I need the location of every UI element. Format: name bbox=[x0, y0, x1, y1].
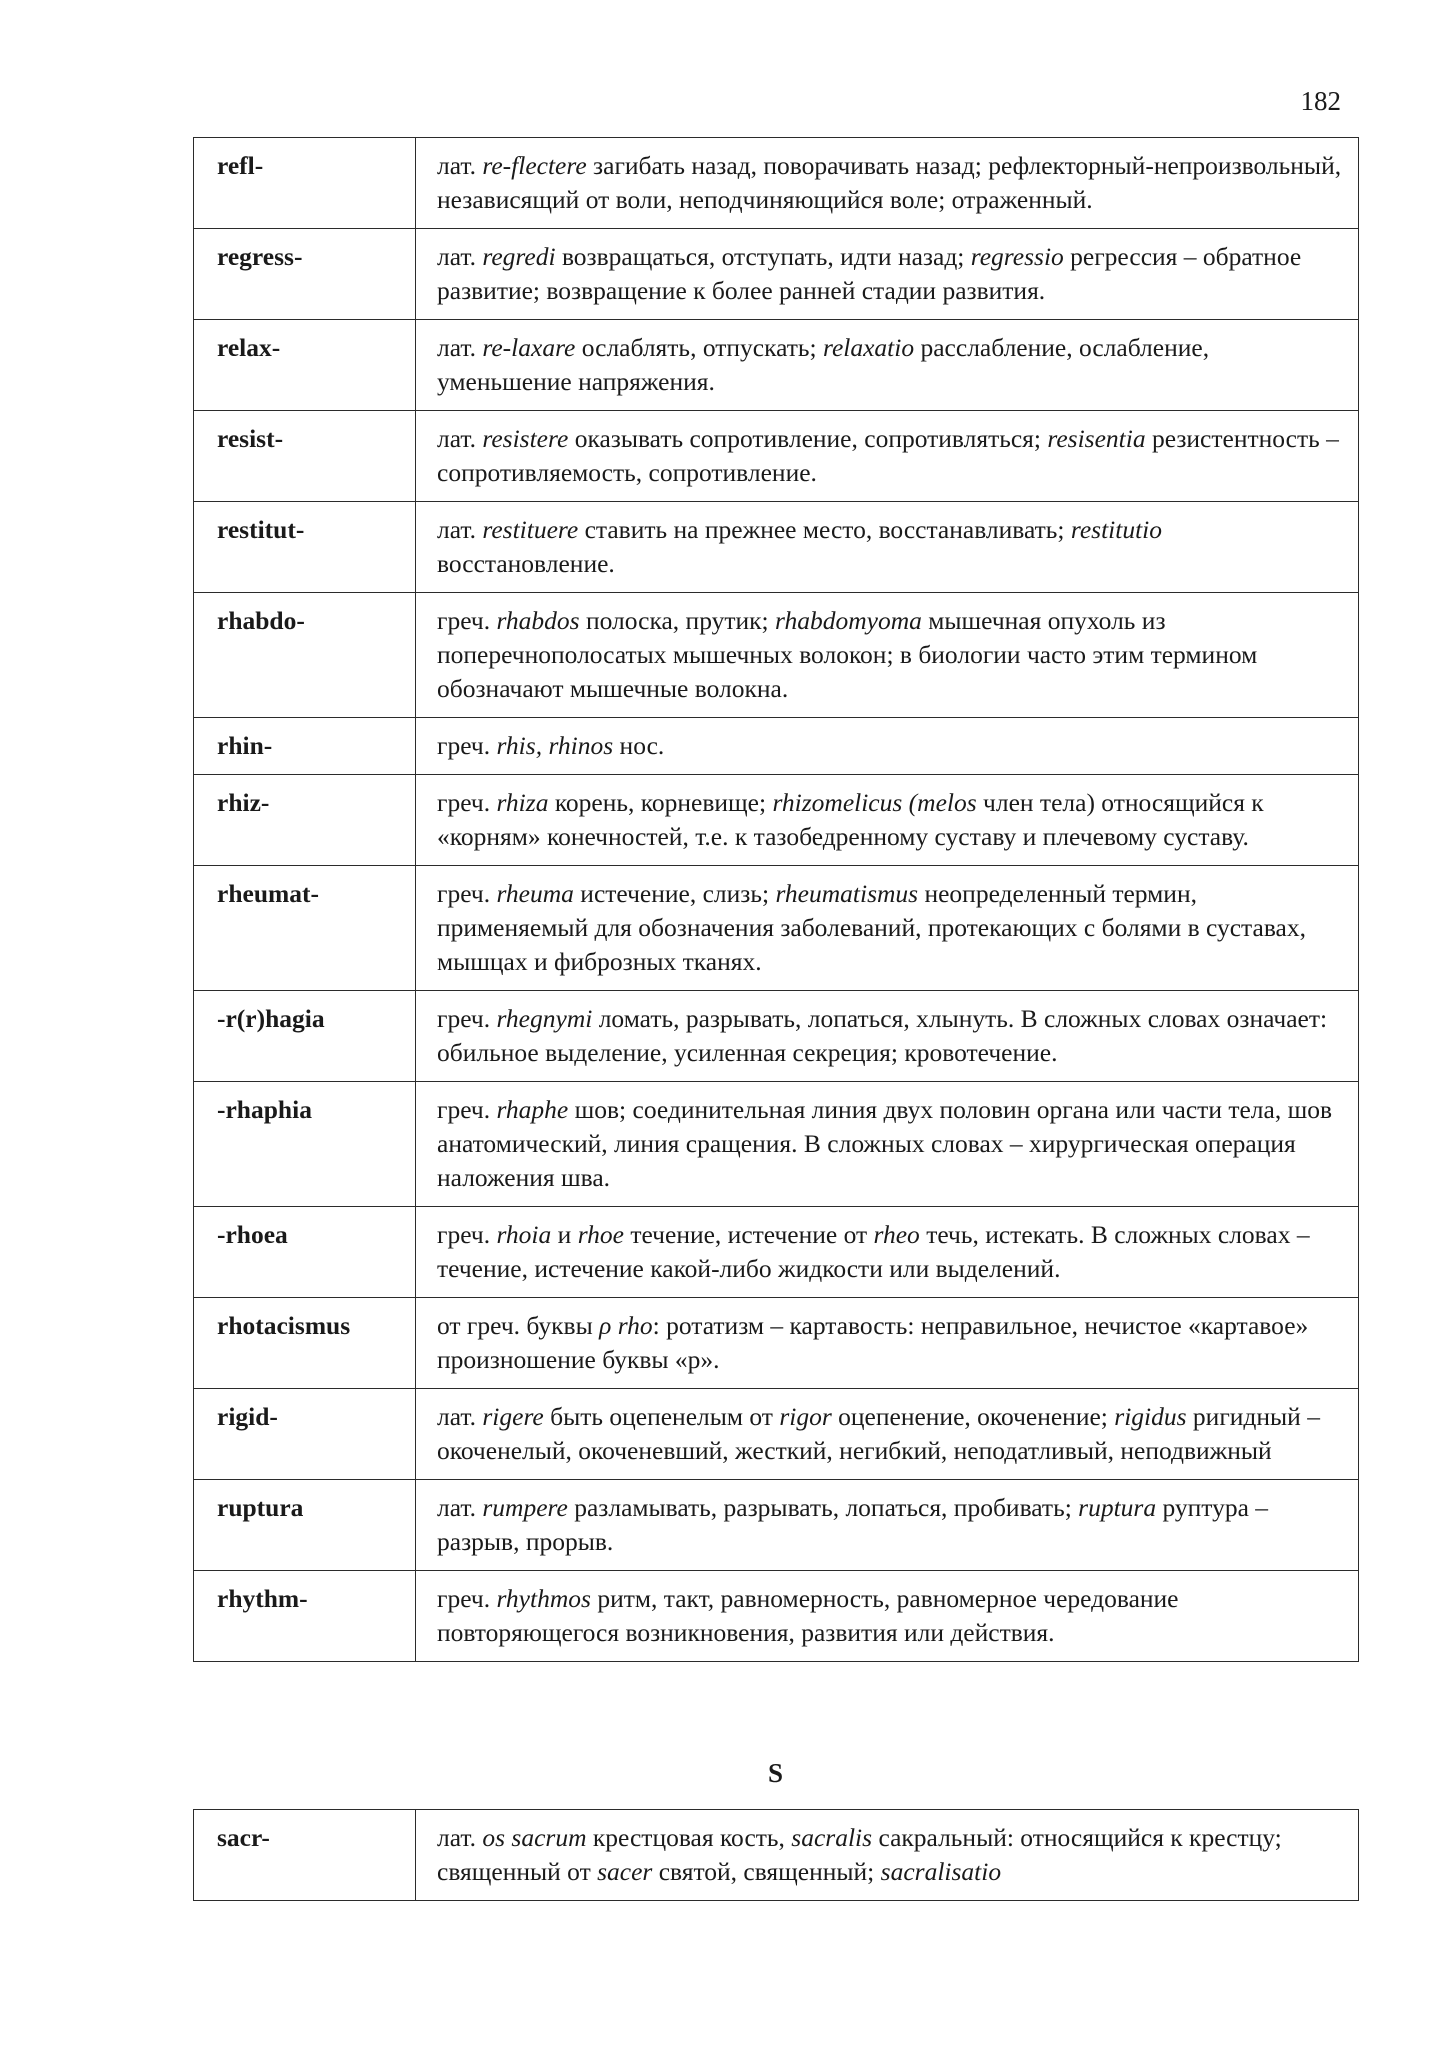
definition-italic-segment: re-laxare bbox=[482, 333, 576, 362]
definition-italic-segment: relaxatio bbox=[822, 333, 915, 362]
entry-definition bbox=[416, 866, 1359, 991]
entry-term: rheumat- bbox=[194, 866, 416, 991]
entry-definition bbox=[416, 138, 1359, 229]
dictionary-table-s bbox=[193, 1809, 1359, 1901]
definition-italic-segment: restituere bbox=[482, 515, 579, 544]
entry-term: rigid- bbox=[194, 1389, 416, 1480]
definition-italic-segment: rhegnymi bbox=[496, 1004, 593, 1033]
entry-definition bbox=[416, 1810, 1359, 1901]
entry-definition bbox=[416, 991, 1359, 1082]
definition-text-segment: регрессия – обратное развитие; возвращение к более ранней стадии развития. bbox=[437, 242, 1302, 305]
entry-definition bbox=[416, 1480, 1359, 1571]
definition-italic-segment: rigere bbox=[482, 1402, 544, 1431]
entry-definition bbox=[416, 320, 1359, 411]
table-row bbox=[194, 320, 1359, 411]
definition-italic-segment: sacer bbox=[597, 1857, 653, 1886]
entry-definition bbox=[416, 1082, 1359, 1207]
definition-text-segment: загибать назад, поворачивать назад; рефлекторный-непроизвольный, независящий от воли, неподчиняющийся воле; отраженный. bbox=[437, 151, 1342, 214]
definition-text-segment: шов; соединительная линия двух половин органа или части тела, шов анатомический, линия сращения. В сложных словах – хирургическая операция наложения шва. bbox=[437, 1095, 1333, 1192]
definition-text-segment: неопределенный термин, применяемый для обозначения заболеваний, протекающих с болями в суставах, мышцах и фиброзных тканях. bbox=[437, 879, 1306, 976]
definition-italic-segment: rhythmos bbox=[496, 1584, 591, 1613]
definition-text-segment: лат. bbox=[437, 515, 483, 544]
table-row bbox=[194, 1207, 1359, 1298]
entry-term: resist- bbox=[194, 411, 416, 502]
table-row bbox=[194, 775, 1359, 866]
entry-definition bbox=[416, 593, 1359, 718]
definition-text-segment: сакральный: относящийся к крестцу; священный от bbox=[437, 1823, 1282, 1886]
table-row bbox=[194, 991, 1359, 1082]
definition-text-segment: : ротатизм – картавость: неправильное, нечистое «картавое» произношение буквы «р». bbox=[437, 1311, 1309, 1374]
entry-term: rhin- bbox=[194, 718, 416, 775]
section-heading: S bbox=[767, 1758, 784, 1788]
table-row bbox=[194, 1810, 1359, 1901]
definition-text-segment: истечение, слизь; bbox=[573, 879, 776, 908]
definition-italic-segment: rigor bbox=[779, 1402, 832, 1431]
definition-text-segment: ломать, разрывать, лопаться, хлынуть. В сложных словах означает: обильное выделение, усиленная секреция; кровотечение. bbox=[437, 1004, 1328, 1067]
entry-definition bbox=[416, 775, 1359, 866]
definition-text-segment: ослаблять, отпускать; bbox=[575, 333, 823, 362]
definition-text-segment: лат. bbox=[437, 242, 483, 271]
definition-text-segment: от греч. буквы bbox=[437, 1311, 600, 1340]
entry-term: ruptura bbox=[194, 1480, 416, 1571]
definition-italic-segment: sacralis bbox=[791, 1823, 873, 1852]
definition-text-segment: лат. bbox=[437, 151, 483, 180]
definition-text-segment: разламывать, разрывать, лопаться, пробивать; bbox=[567, 1493, 1079, 1522]
table-row bbox=[194, 1298, 1359, 1389]
definition-text-segment: лат. bbox=[437, 424, 483, 453]
definition-italic-segment: ruptura bbox=[1078, 1493, 1157, 1522]
definition-text-segment: крестцовая кость, bbox=[586, 1823, 792, 1852]
definition-text-segment: лат. bbox=[437, 1493, 483, 1522]
definition-italic-segment: regredi bbox=[482, 242, 556, 271]
definition-italic-segment: rhoia bbox=[496, 1220, 552, 1249]
definition-text-segment: греч. bbox=[437, 731, 497, 760]
definition-text-segment: ритм, такт, равномерность, равномерное чередование повторяющегося возникновения, развития или действия. bbox=[437, 1584, 1179, 1647]
entry-term: -rhaphia bbox=[194, 1082, 416, 1207]
entry-term: relax- bbox=[194, 320, 416, 411]
definition-text-segment: руптура – разрыв, прорыв. bbox=[437, 1493, 1269, 1556]
table-row bbox=[194, 1389, 1359, 1480]
table-row bbox=[194, 593, 1359, 718]
definition-text-segment: полоска, прутик; bbox=[579, 606, 775, 635]
definition-text-segment: мышечная опухоль из поперечнополосатых мышечных волокон; в биологии часто этим термином обозначают мышечные волокна. bbox=[437, 606, 1258, 703]
table-row bbox=[194, 1082, 1359, 1207]
entry-definition bbox=[416, 502, 1359, 593]
definition-text-segment: расслабление, ослабление, уменьшение напряжения. bbox=[437, 333, 1210, 396]
entry-term: rhythm- bbox=[194, 1571, 416, 1662]
definition-text-segment: быть оцепенелым от bbox=[543, 1402, 780, 1431]
definition-text-segment: греч. bbox=[437, 788, 497, 817]
definition-text-segment: резистентность – сопротивляемость, сопротивление. bbox=[437, 424, 1339, 487]
entry-definition bbox=[416, 718, 1359, 775]
definition-text-segment: нос. bbox=[613, 731, 665, 760]
definition-italic-segment: re-flectere bbox=[482, 151, 587, 180]
definition-text-segment: лат. bbox=[437, 1823, 483, 1852]
definition-text-segment: греч. bbox=[437, 1004, 497, 1033]
entry-definition bbox=[416, 1298, 1359, 1389]
definition-text-segment: возвращаться, отступать, идти назад; bbox=[555, 242, 971, 271]
definition-italic-segment: rhabdomyoma bbox=[775, 606, 922, 635]
table-row bbox=[194, 138, 1359, 229]
definition-italic-segment: regressio bbox=[970, 242, 1064, 271]
page-number: 182 bbox=[1300, 86, 1341, 116]
definition-italic-segment: restitutio bbox=[1070, 515, 1163, 544]
definition-italic-segment: ρ rho bbox=[599, 1311, 653, 1340]
definition-text-segment: ставить на прежнее место, восстанавливать; bbox=[578, 515, 1071, 544]
dictionary-table bbox=[193, 137, 1359, 1662]
definition-italic-segment: rhiza bbox=[496, 788, 549, 817]
definition-text-segment: член тела) относящийся к «корням» конечностей, т.е. к тазобедренному суставу и плечевому суставу. bbox=[437, 788, 1264, 851]
definition-text-segment: греч. bbox=[437, 879, 497, 908]
table-row bbox=[194, 1480, 1359, 1571]
entry-term: restitut- bbox=[194, 502, 416, 593]
definition-text-segment: корень, корневище; bbox=[548, 788, 773, 817]
definition-italic-segment: rhizomelicus (melos bbox=[772, 788, 977, 817]
entry-term: sacr- bbox=[194, 1810, 416, 1901]
entry-definition bbox=[416, 411, 1359, 502]
definition-italic-segment: rumpere bbox=[482, 1493, 568, 1522]
definition-text-segment: греч. bbox=[437, 1095, 497, 1124]
entry-definition bbox=[416, 1571, 1359, 1662]
definition-italic-segment: rhoe bbox=[577, 1220, 624, 1249]
definition-italic-segment: sacralisatio bbox=[880, 1857, 1002, 1886]
definition-text-segment: ригидный – окоченелый, окоченевший, жесткий, негибкий, неподатливый, неподвижный bbox=[437, 1402, 1320, 1465]
definition-text-segment: течение, истечение от bbox=[623, 1220, 874, 1249]
definition-text-segment: греч. bbox=[437, 1584, 497, 1613]
definition-italic-segment: rheumatismus bbox=[775, 879, 919, 908]
entry-term: rhiz- bbox=[194, 775, 416, 866]
definition-text-segment: святой, священный; bbox=[652, 1857, 881, 1886]
definition-text-segment: греч. bbox=[437, 606, 497, 635]
entry-term: regress- bbox=[194, 229, 416, 320]
dictionary-table-s-body bbox=[194, 1810, 1359, 1901]
table-row bbox=[194, 411, 1359, 502]
definition-italic-segment: rheuma bbox=[496, 879, 574, 908]
definition-text-segment: течь, истекать. В сложных словах – течение, истечение какой-либо жидкости или выделений. bbox=[437, 1220, 1310, 1283]
entry-term: rhotacismus bbox=[194, 1298, 416, 1389]
definition-text-segment: оказывать сопротивление, сопротивляться; bbox=[568, 424, 1048, 453]
table-row bbox=[194, 502, 1359, 593]
definition-italic-segment: os sacrum bbox=[482, 1823, 587, 1852]
definition-text-segment: греч. bbox=[437, 1220, 497, 1249]
entry-term: -r(r)hagia bbox=[194, 991, 416, 1082]
entry-definition bbox=[416, 1207, 1359, 1298]
entry-definition bbox=[416, 1389, 1359, 1480]
table-row bbox=[194, 718, 1359, 775]
entry-term: rhabdo- bbox=[194, 593, 416, 718]
definition-text-segment: лат. bbox=[437, 1402, 483, 1431]
dictionary-table-body bbox=[194, 138, 1359, 1662]
definition-italic-segment: resisentia bbox=[1047, 424, 1146, 453]
table-row bbox=[194, 229, 1359, 320]
definition-italic-segment: rhis, rhinos bbox=[496, 731, 614, 760]
definition-text-segment: и bbox=[551, 1220, 578, 1249]
table-row bbox=[194, 1571, 1359, 1662]
entry-term: refl- bbox=[194, 138, 416, 229]
definition-text-segment: восстановление. bbox=[437, 549, 615, 578]
definition-italic-segment: resistere bbox=[482, 424, 569, 453]
definition-italic-segment: rhaphe bbox=[496, 1095, 569, 1124]
definition-italic-segment: rheo bbox=[873, 1220, 920, 1249]
entry-definition bbox=[416, 229, 1359, 320]
definition-italic-segment: rhabdos bbox=[496, 606, 580, 635]
entry-term: -rhoea bbox=[194, 1207, 416, 1298]
definition-italic-segment: rigidus bbox=[1114, 1402, 1187, 1431]
table-row bbox=[194, 866, 1359, 991]
definition-text-segment: оцепенение, окоченение; bbox=[831, 1402, 1115, 1431]
definition-text-segment: лат. bbox=[437, 333, 483, 362]
